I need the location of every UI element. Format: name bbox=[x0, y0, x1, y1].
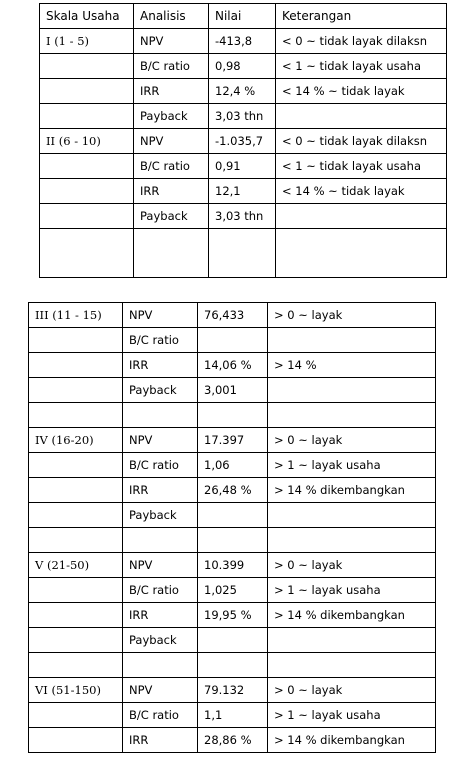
cell-note bbox=[276, 104, 447, 129]
cell-value bbox=[198, 528, 268, 553]
cell-analysis: IRR bbox=[123, 603, 198, 628]
cell-analysis: Payback bbox=[123, 628, 198, 653]
cell-scale: III (11 - 15) bbox=[29, 303, 123, 328]
cell-value: 12,4 % bbox=[209, 79, 276, 104]
cell-analysis: NPV bbox=[123, 553, 198, 578]
cell-value bbox=[198, 503, 268, 528]
table-row bbox=[29, 678, 436, 703]
cell-analysis: NPV bbox=[134, 129, 209, 154]
cell-scale: I (1 - 5) bbox=[40, 29, 134, 54]
table-row bbox=[29, 353, 436, 378]
header-skala-usaha: Skala Usaha bbox=[40, 4, 134, 29]
cell-analysis: B/C ratio bbox=[123, 328, 198, 353]
cell-note: > 0 ~ layak bbox=[268, 553, 436, 578]
cell-value: 3,03 thn bbox=[209, 104, 276, 129]
table-row bbox=[40, 179, 447, 204]
header-analisis: Analisis bbox=[134, 4, 209, 29]
table-row-empty bbox=[40, 229, 447, 278]
cell-scale bbox=[40, 104, 134, 129]
cell-analysis: B/C ratio bbox=[123, 453, 198, 478]
table-row bbox=[29, 628, 436, 653]
cell-note bbox=[268, 653, 436, 678]
table-row bbox=[29, 478, 436, 503]
table-row bbox=[29, 328, 436, 353]
cell-value: 28,86 % bbox=[198, 728, 268, 753]
table-header-row bbox=[40, 4, 447, 29]
cell-analysis: Payback bbox=[134, 104, 209, 129]
table-row bbox=[29, 428, 436, 453]
cell-scale bbox=[29, 353, 123, 378]
cell-value: 19,95 % bbox=[198, 603, 268, 628]
cell-note: > 14 % dikembangkan bbox=[268, 728, 436, 753]
cell-scale bbox=[40, 204, 134, 229]
cell-analysis: Payback bbox=[134, 204, 209, 229]
table-row-empty bbox=[29, 653, 436, 678]
cell-note: > 14 % bbox=[268, 353, 436, 378]
cell-note bbox=[276, 204, 447, 229]
cell-scale bbox=[40, 179, 134, 204]
table-row bbox=[40, 129, 447, 154]
cell-value: 1,1 bbox=[198, 703, 268, 728]
cell-scale: VI (51-150) bbox=[29, 678, 123, 703]
table-row bbox=[40, 29, 447, 54]
cell-note: > 1 ~ layak usaha bbox=[268, 578, 436, 603]
cell-scale: V (21-50) bbox=[29, 553, 123, 578]
table-row bbox=[29, 703, 436, 728]
cell-value: 0,91 bbox=[209, 154, 276, 179]
cell-scale bbox=[29, 703, 123, 728]
table-row bbox=[40, 104, 447, 129]
cell-scale bbox=[29, 578, 123, 603]
cell-analysis: B/C ratio bbox=[134, 154, 209, 179]
cell-value: 1,025 bbox=[198, 578, 268, 603]
cell-analysis: Payback bbox=[123, 503, 198, 528]
table-row-empty bbox=[29, 403, 436, 428]
table-row bbox=[29, 503, 436, 528]
table-row-empty bbox=[29, 528, 436, 553]
table-row bbox=[29, 603, 436, 628]
cell-analysis: IRR bbox=[134, 79, 209, 104]
cell-scale bbox=[29, 453, 123, 478]
cell-note bbox=[268, 628, 436, 653]
cell-scale bbox=[29, 653, 123, 678]
cell-value: 3,001 bbox=[198, 378, 268, 403]
header-keterangan: Keterangan bbox=[276, 4, 447, 29]
cell-analysis: IRR bbox=[134, 179, 209, 204]
cell-note bbox=[268, 503, 436, 528]
cell-value bbox=[209, 229, 276, 278]
cell-analysis bbox=[123, 403, 198, 428]
cell-note: < 14 % ~ tidak layak bbox=[276, 179, 447, 204]
cell-scale: II (6 - 10) bbox=[40, 129, 134, 154]
table-row bbox=[29, 378, 436, 403]
cell-note: > 0 ~ layak bbox=[268, 428, 436, 453]
cell-scale bbox=[29, 478, 123, 503]
cell-scale bbox=[40, 154, 134, 179]
cell-note bbox=[268, 403, 436, 428]
cell-note bbox=[268, 378, 436, 403]
cell-value: 26,48 % bbox=[198, 478, 268, 503]
cell-value: 1,06 bbox=[198, 453, 268, 478]
cell-value bbox=[198, 328, 268, 353]
cell-analysis: NPV bbox=[123, 303, 198, 328]
cell-note: > 1 ~ layak usaha bbox=[268, 703, 436, 728]
cell-analysis: Payback bbox=[123, 378, 198, 403]
cell-note: > 0 ~ layak bbox=[268, 678, 436, 703]
cell-scale bbox=[40, 54, 134, 79]
cell-note: > 14 % dikembangkan bbox=[268, 603, 436, 628]
feasibility-table-2 bbox=[28, 302, 436, 753]
cell-analysis: B/C ratio bbox=[123, 578, 198, 603]
cell-value: 14,06 % bbox=[198, 353, 268, 378]
cell-analysis: NPV bbox=[134, 29, 209, 54]
table-row bbox=[40, 79, 447, 104]
cell-scale bbox=[29, 603, 123, 628]
table-row bbox=[40, 54, 447, 79]
header-nilai: Nilai bbox=[209, 4, 276, 29]
cell-value: 10.399 bbox=[198, 553, 268, 578]
cell-note: > 1 ~ layak usaha bbox=[268, 453, 436, 478]
cell-analysis: IRR bbox=[123, 353, 198, 378]
cell-value bbox=[198, 653, 268, 678]
table-row bbox=[29, 553, 436, 578]
cell-analysis: IRR bbox=[123, 728, 198, 753]
cell-value: 12,1 bbox=[209, 179, 276, 204]
feasibility-table-1 bbox=[39, 3, 447, 278]
cell-analysis: IRR bbox=[123, 478, 198, 503]
table-row bbox=[29, 578, 436, 603]
cell-note: < 1 ~ tidak layak usaha bbox=[276, 54, 447, 79]
cell-scale bbox=[29, 728, 123, 753]
cell-note: > 14 % dikembangkan bbox=[268, 478, 436, 503]
cell-scale bbox=[29, 528, 123, 553]
table-row bbox=[29, 453, 436, 478]
cell-note: < 1 ~ tidak layak usaha bbox=[276, 154, 447, 179]
cell-value: -1.035,7 bbox=[209, 129, 276, 154]
cell-note: < 0 ~ tidak layak dilaksn bbox=[276, 29, 447, 54]
cell-note: > 0 ~ layak bbox=[268, 303, 436, 328]
cell-scale bbox=[29, 328, 123, 353]
table-row bbox=[29, 303, 436, 328]
cell-note bbox=[268, 328, 436, 353]
cell-analysis: B/C ratio bbox=[123, 703, 198, 728]
table-row bbox=[40, 154, 447, 179]
cell-analysis bbox=[134, 229, 209, 278]
cell-value: -413,8 bbox=[209, 29, 276, 54]
cell-analysis bbox=[123, 653, 198, 678]
cell-value: 79.132 bbox=[198, 678, 268, 703]
cell-value: 76,433 bbox=[198, 303, 268, 328]
cell-analysis: NPV bbox=[123, 428, 198, 453]
cell-scale bbox=[29, 403, 123, 428]
cell-analysis: NPV bbox=[123, 678, 198, 703]
cell-value: 0,98 bbox=[209, 54, 276, 79]
cell-note: < 14 % ~ tidak layak bbox=[276, 79, 447, 104]
cell-analysis: B/C ratio bbox=[134, 54, 209, 79]
cell-note bbox=[276, 229, 447, 278]
cell-scale bbox=[40, 229, 134, 278]
cell-value: 3,03 thn bbox=[209, 204, 276, 229]
cell-value bbox=[198, 628, 268, 653]
cell-scale bbox=[29, 628, 123, 653]
cell-note: < 0 ~ tidak layak dilaksn bbox=[276, 129, 447, 154]
cell-value bbox=[198, 403, 268, 428]
table-row bbox=[29, 728, 436, 753]
cell-scale bbox=[29, 503, 123, 528]
cell-scale bbox=[29, 378, 123, 403]
cell-scale bbox=[40, 79, 134, 104]
cell-value: 17.397 bbox=[198, 428, 268, 453]
cell-analysis bbox=[123, 528, 198, 553]
cell-scale: IV (16-20) bbox=[29, 428, 123, 453]
table-row bbox=[40, 204, 447, 229]
cell-note bbox=[268, 528, 436, 553]
